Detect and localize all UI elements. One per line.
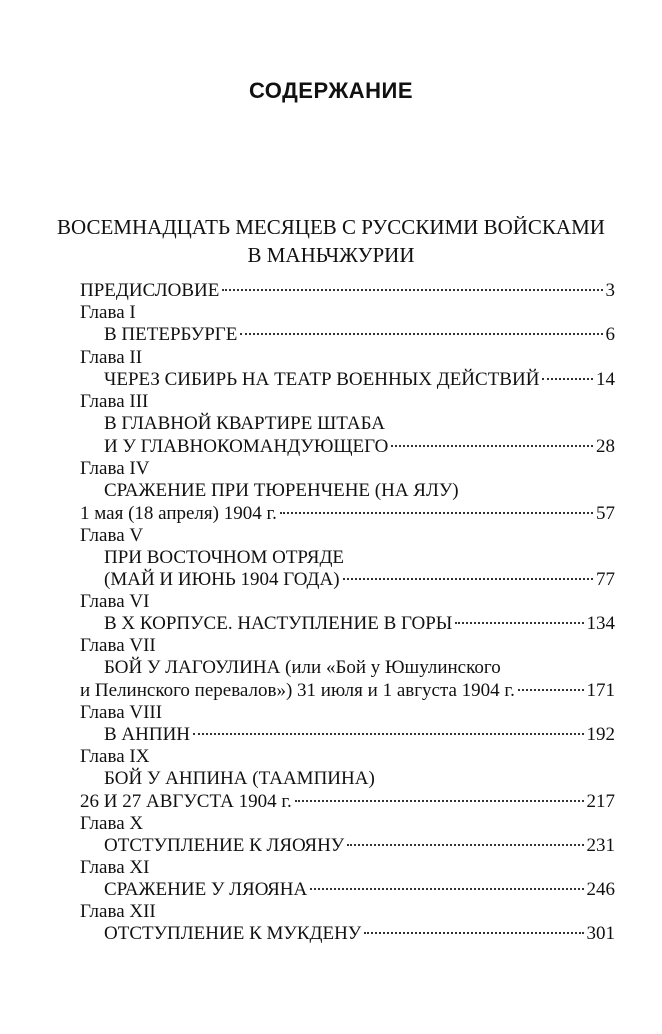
toc-entry-page: 28 xyxy=(596,436,615,457)
toc-entry[interactable] xyxy=(104,834,615,858)
toc-entry[interactable] xyxy=(104,922,615,946)
toc-entry-page: 171 xyxy=(586,680,615,701)
toc-entry[interactable] xyxy=(104,435,615,459)
toc-entry-title: В АНПИН xyxy=(104,724,191,745)
toc-entry-line: СРАЖЕНИЕ ПРИ ТЮРЕНЧЕНЕ (НА ЯЛУ) xyxy=(104,480,459,501)
toc-entry-title: ОТСТУПЛЕНИЕ К ЛЯОЯНУ xyxy=(104,835,345,856)
dot-leader xyxy=(310,888,583,890)
chapter-label: Глава VII xyxy=(80,635,156,656)
toc-entry-page: 3 xyxy=(605,280,615,301)
dot-leader xyxy=(295,800,584,802)
toc-entry[interactable] xyxy=(80,679,615,703)
toc-entry-page: 301 xyxy=(586,923,615,944)
toc-entry-line: БОЙ У АНПИНА (ТААМПИНА) xyxy=(104,768,375,789)
chapter-label: Глава I xyxy=(80,302,136,323)
dot-leader xyxy=(193,733,583,735)
dot-leader xyxy=(347,844,583,846)
toc-entry-page: 192 xyxy=(586,724,615,745)
toc-entry-page: 77 xyxy=(596,569,615,590)
dot-leader xyxy=(542,378,593,380)
chapter-label: Глава V xyxy=(80,525,144,546)
toc-entry-page: 217 xyxy=(586,791,615,812)
dot-leader xyxy=(455,622,583,624)
toc-entry[interactable] xyxy=(104,723,615,747)
section-title xyxy=(40,213,622,269)
toc-entry-line: В ГЛАВНОЙ КВАРТИРЕ ШТАБА xyxy=(104,413,386,434)
section-title-line-1: ВОСЕМНАДЦАТЬ МЕСЯЦЕВ С РУССКИМИ ВОЙСКАМИ xyxy=(57,215,605,239)
toc-entry-page: 14 xyxy=(596,369,615,390)
dot-leader xyxy=(391,445,593,447)
chapter-label: Глава III xyxy=(80,391,149,412)
toc-entry-title: ОТСТУПЛЕНИЕ К МУКДЕНУ xyxy=(104,923,362,944)
toc-entry-title: 1 мая (18 апреля) 1904 г. xyxy=(80,503,277,524)
toc-entry-page: 57 xyxy=(596,503,615,524)
dot-leader xyxy=(280,512,593,514)
chapter-label: Глава XI xyxy=(80,857,150,878)
section-title-line-2: В МАНЬЧЖУРИИ xyxy=(247,243,415,267)
toc-entry[interactable] xyxy=(104,878,615,902)
dot-leader xyxy=(240,333,602,335)
toc-entry-title: СРАЖЕНИЕ У ЛЯОЯНА xyxy=(104,879,308,900)
toc-entry[interactable] xyxy=(104,323,615,347)
toc-entry-line: ПРИ ВОСТОЧНОМ ОТРЯДЕ xyxy=(104,547,345,568)
dot-leader xyxy=(222,289,602,291)
toc-entry[interactable] xyxy=(104,612,615,636)
dot-leader xyxy=(364,932,583,934)
page-title: СОДЕРЖАНИЕ xyxy=(248,78,414,103)
chapter-label: Глава XII xyxy=(80,901,156,922)
chapter-label: Глава II xyxy=(80,347,143,368)
toc-entry-title: (МАЙ И ИЮНЬ 1904 ГОДА) xyxy=(104,569,340,590)
chapter-label: Глава X xyxy=(80,813,144,834)
toc-entry-line: БОЙ У ЛАГОУЛИНА (или «Бой у Юшулинского xyxy=(104,657,501,678)
toc-entry-page: 231 xyxy=(586,835,615,856)
toc-entry-preface[interactable] xyxy=(80,279,615,303)
toc-entry[interactable] xyxy=(80,502,615,526)
toc-entry-title: В ПЕТЕРБУРГЕ xyxy=(104,324,238,345)
toc-entry-title: 26 И 27 АВГУСТА 1904 г. xyxy=(80,791,292,812)
toc-entry-title: ЧЕРЕЗ СИБИРЬ НА ТЕАТР ВОЕННЫХ ДЕЙСТВИЙ xyxy=(104,369,540,390)
toc-entry-title: и Пелинского перевалов») 31 июля и 1 августа 1904 г. xyxy=(80,680,515,701)
toc-entry-title: И У ГЛАВНОКОМАНДУЮЩЕГО xyxy=(104,436,389,457)
dot-leader xyxy=(518,689,584,691)
chapter-label: Глава VI xyxy=(80,591,150,612)
toc-entry-page: 246 xyxy=(586,879,615,900)
toc-entry-page: 134 xyxy=(586,613,615,634)
toc-entry[interactable] xyxy=(104,568,615,592)
toc-entry-page: 6 xyxy=(605,324,615,345)
chapter-label: Глава VIII xyxy=(80,702,163,723)
toc-entry[interactable] xyxy=(80,790,615,814)
chapter-label: Глава IV xyxy=(80,458,150,479)
dot-leader xyxy=(343,578,593,580)
toc-entry-title: ПРЕДИСЛОВИЕ xyxy=(80,280,220,301)
chapter-label: Глава IX xyxy=(80,746,150,767)
toc-entry-title: В X КОРПУСЕ. НАСТУПЛЕНИЕ В ГОРЫ xyxy=(104,613,453,634)
toc-entry[interactable] xyxy=(104,368,615,392)
